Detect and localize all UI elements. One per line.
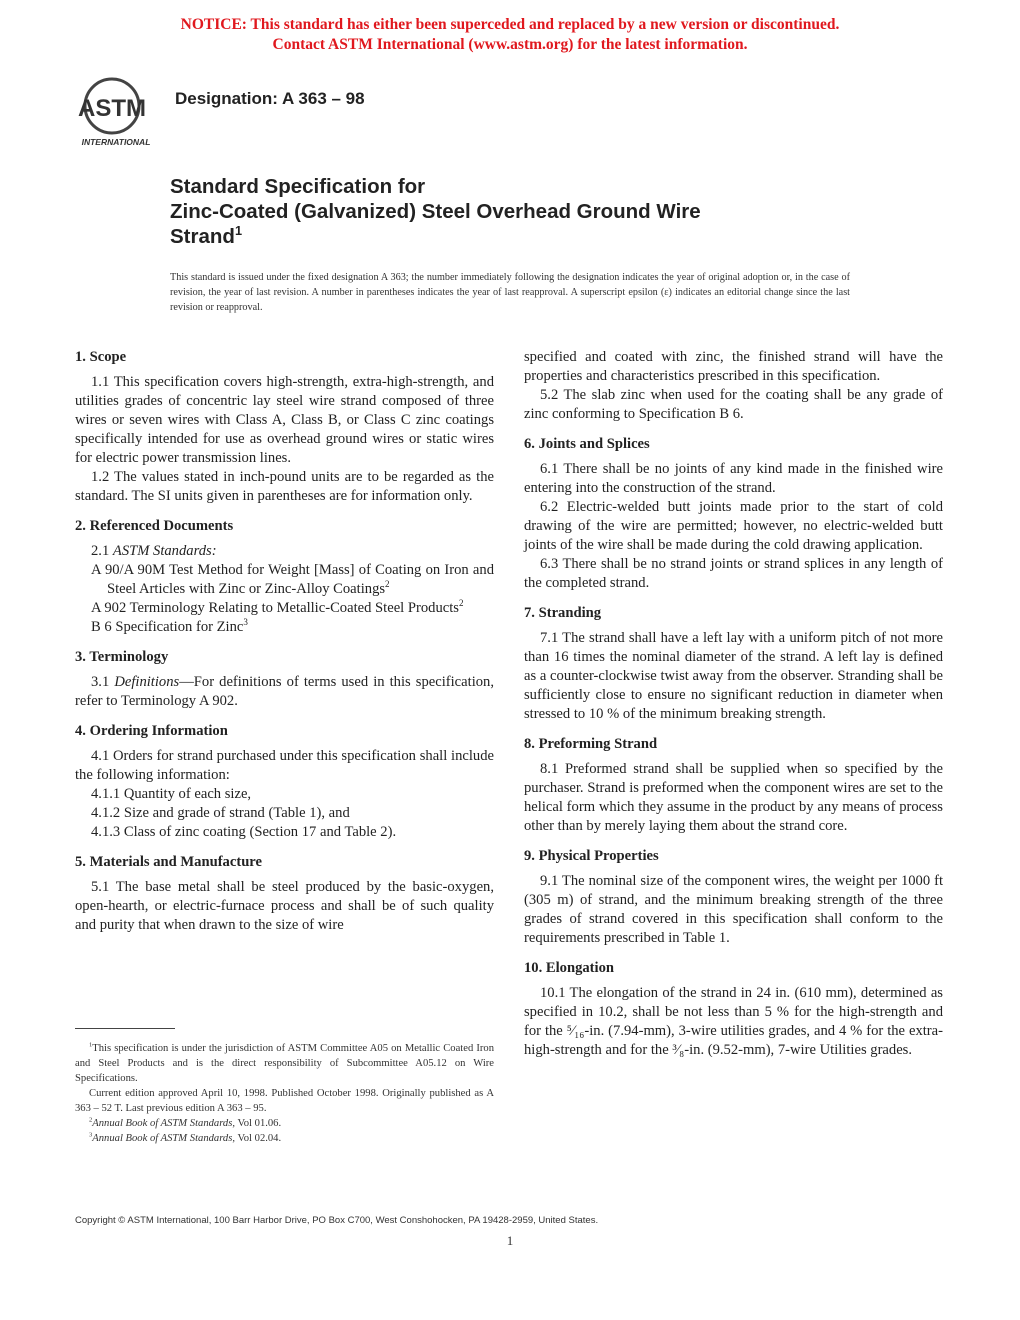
paragraph: 8.1 Preformed strand shall be supplied when so specified by the purchaser. Strand is preformed when the component wires are set to the helical form which they assume in the product by any means of process other than by merely laying them about the strand core. <box>524 761 943 834</box>
page-number: 1 <box>506 1233 514 1248</box>
title-line-1: Standard Specification for <box>170 175 426 198</box>
issued-note: This standard is issued under the fixed designation A 363; the number immediately following the designation indicates the year of original adoption or, in the case of revision, the year of last revision. A number in parentheses indicates the year of last reapproval. A superscript epsilon (ε) indicates an editorial change since the last revision or reapproval. <box>170 272 850 313</box>
document-title <box>170 174 870 249</box>
footnote-ref: 3 <box>243 617 248 628</box>
paragraph-number: 2.1 <box>91 543 110 559</box>
footnote <box>75 1116 494 1131</box>
footnote-text: Annual Book of ASTM Standards, <box>92 1118 236 1129</box>
section-heading: 4. Ordering Information <box>75 723 228 739</box>
section-heading: 7. Stranding <box>524 605 602 621</box>
section-heading: 3. Terminology <box>75 649 169 665</box>
paragraph: 5.1 The base metal shall be steel produced by the basic-oxygen, open-hearth, or electric-furnace process and shall be of such quality and purity that when drawn to the size of wire <box>75 879 494 933</box>
notice-line-1: NOTICE: This standard has either been superceded and replaced by a new version or discontinued. <box>180 16 840 33</box>
reference-item <box>75 599 494 618</box>
footnotes <box>75 1041 494 1146</box>
footnote-number: 2 <box>89 1116 93 1124</box>
paragraph: 1.2 The values stated in inch-pound units are to be regarded as the standard. The SI units given in parentheses are for information only. <box>75 469 494 504</box>
footnote-number: 1 <box>89 1041 93 1049</box>
footnote: Current edition approved April 10, 1998. Published October 1998. Originally published as A 363 – 52 T. Last previous edition A 363 – 95. <box>75 1088 494 1114</box>
reference-item <box>75 561 494 599</box>
paragraph: specified and coated with zinc, the finished strand will have the properties and characteristics prescribed in this specification. <box>524 349 943 384</box>
reference-text: A 902 Terminology Relating to Metallic-Coated Steel Products <box>91 600 459 616</box>
reference-text: B 6 Specification for Zinc <box>91 619 244 635</box>
title-line-3-text: Strand <box>170 225 235 248</box>
right-column <box>524 348 943 1060</box>
section-heading: 9. Physical Properties <box>524 848 659 864</box>
section-heading: 1. Scope <box>75 349 127 365</box>
title-line-2: Zinc-Coated (Galvanized) Steel Overhead Ground Wire <box>170 200 701 223</box>
title-footnote-ref: 1 <box>234 223 243 239</box>
section-heading: 8. Preforming Strand <box>524 736 658 752</box>
paragraph: 6.1 There shall be no joints of any kind made in the finished wire entering into the construction of the strand. <box>524 461 943 496</box>
section-heading: 5. Materials and Manufacture <box>75 854 262 870</box>
footnote-ref: 2 <box>458 598 464 609</box>
paragraph: 7.1 The strand shall have a left lay with a uniform pitch of not more than 16 times the nominal diameter of the strand. A left lay is defined as a counter-clockwise twist away from the observer. Stranding shall be sufficiently close to ensure no significant reduction in diameter when stressed to 10 % of the minimum breaking strength. <box>524 630 943 722</box>
title-line-3 <box>170 224 870 249</box>
footnote <box>75 1131 494 1146</box>
paragraph-text: —For definitions of terms used in this specification, refer to Terminology A 902. <box>75 674 494 709</box>
designation: Designation: A 363 – 98 <box>175 89 365 108</box>
section-heading: 6. Joints and Splices <box>524 436 650 452</box>
paragraph <box>75 542 494 561</box>
discontinued-notice <box>0 15 1020 55</box>
section-heading: 10. Elongation <box>524 960 615 976</box>
paragraph-label: Definitions <box>114 674 180 690</box>
footnote-number: 3 <box>89 1131 93 1139</box>
paragraph: 6.3 There shall be no strand joints or strand splices in any length of the completed strand. <box>524 556 943 591</box>
paragraph: 6.2 Electric-welded butt joints made prior to the start of cold drawing of the wire are permitted; however, no electric-welded butt joints of the wire shall be made during the cold drawing application. <box>524 499 943 553</box>
copyright: Copyright © ASTM International, 100 Barr Harbor Drive, PO Box C700, West Conshohocken, PA 19428-2959, United States. <box>75 1215 599 1226</box>
list-item: 4.1.1 Quantity of each size, <box>91 786 252 802</box>
paragraph-label: ASTM Standards: <box>112 543 217 559</box>
list-item: 4.1.3 Class of zinc coating (Section 17 and Table 2). <box>91 824 397 840</box>
paragraph: 9.1 The nominal size of the component wires, the weight per 1000 ft (305 m) of strand, and the minimum breaking strength of the three grades of strand covered in this specification shall conform to the requirements prescribed in Table 1. <box>524 873 943 946</box>
footnote <box>75 1041 494 1086</box>
reference-text: A 90/A 90M Test Method for Weight [Mass] of Coating on Iron and Steel Articles with Zinc or Zinc-Alloy Coatings <box>91 562 494 597</box>
paragraph: 5.2 The slab zinc when used for the coating shall be any grade of zinc conforming to Specification B 6. <box>524 387 943 422</box>
paragraph: 4.1 Orders for strand purchased under this specification shall include the following information: <box>75 748 494 783</box>
astm-logo-icon <box>70 76 165 152</box>
left-column <box>75 348 494 935</box>
list-item: 4.1.2 Size and grade of strand (Table 1), and <box>91 805 350 821</box>
footnote-volume: Vol 01.06. <box>235 1118 282 1129</box>
footnote-ref: 2 <box>385 579 390 590</box>
footnote-divider <box>75 1028 175 1029</box>
paragraph-number: 3.1 <box>91 674 110 690</box>
logo-mark: ASTM <box>78 95 146 122</box>
notice-line-2: Contact ASTM International (www.astm.org) for the latest information. <box>272 36 748 53</box>
paragraph <box>75 673 494 711</box>
footnote-text: This specification is under the jurisdiction of ASTM Committee A05 on Metallic Coated Iron and Steel Products and is the direct responsibility of Subcommittee A05.12 on Wire Specifications. <box>75 1043 494 1084</box>
section-heading: 2. Referenced Documents <box>75 518 234 534</box>
footnote-volume: Vol 02.04. <box>235 1133 282 1144</box>
footnote-text: Annual Book of ASTM Standards, <box>92 1133 236 1144</box>
logo-subtitle: INTERNATIONAL <box>81 137 151 147</box>
paragraph: 10.1 The elongation of the strand in 24 in. (610 mm), determined as specified in 10.2, shall be not less than 5 % for the high-strength and for the ⁵⁄₁₆-in. (7.94-mm), 3-wire utilities grades, and 4 % for the extra-high-strength and for the ³⁄₈-in. (9.52-mm), 7-wire Utilities grades. <box>524 985 943 1058</box>
reference-item <box>75 618 494 637</box>
paragraph: 1.1 This specification covers high-strength, extra-high-strength, and utilities grades of concentric lay steel wire strand composed of three wires or seven wires with Class A, Class B, or Class C zinc coatings specifically intended for use as overhead ground wires or static wires for electric power transmission lines. <box>75 374 494 466</box>
